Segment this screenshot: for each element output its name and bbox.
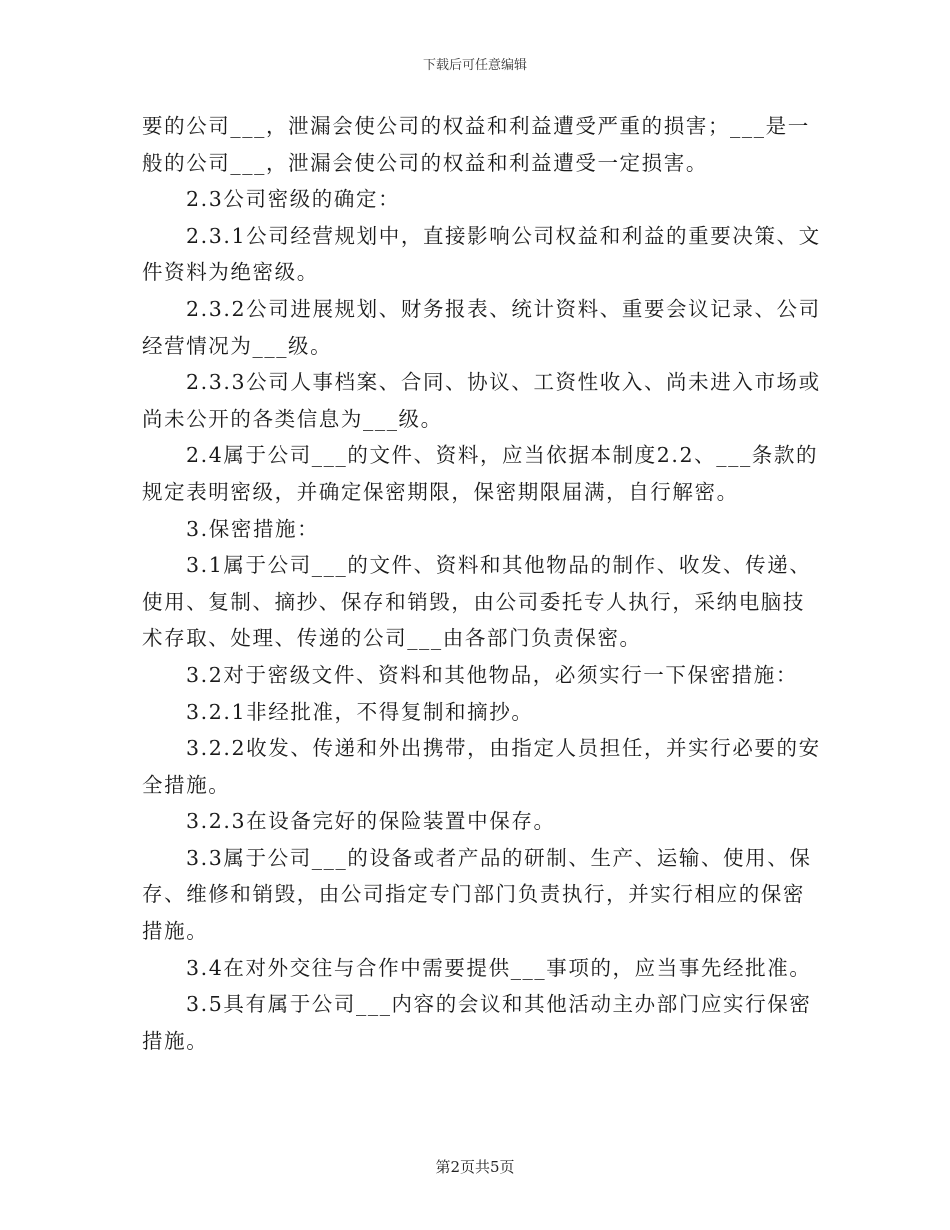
text-line: 措施。 [142, 1028, 209, 1053]
document-body [142, 108, 821, 1059]
text-line: 尚未公开的各类信息为___级。 [142, 406, 443, 431]
text-line: 使用、复制、摘抄、保存和销毁，由公司委托专人执行，采纳电脑技 [142, 589, 805, 614]
page-header: 下载后可任意编辑 [422, 58, 527, 73]
text-line: 3.2.2收发、传递和外出携带，由指定人员担任，并实行必要的安 [186, 736, 821, 761]
text-line: 3.保密措施： [186, 516, 320, 541]
text-line: 2.3公司密级的确定： [186, 187, 401, 212]
text-line: 全措施。 [142, 772, 231, 797]
text-line: 3.5具有属于公司___内容的会议和其他活动主办部门应实行保密 [186, 992, 812, 1017]
text-line: 存、维修和销毁，由公司指定专门部门负责执行，并实行相应的保密 [142, 882, 805, 907]
text-line: 3.2.3在设备完好的保险装置中保存。 [186, 809, 556, 834]
text-line: 2.3.2公司进展规划、财务报表、统计资料、重要会议记录、公司 [186, 296, 821, 321]
text-line: 经营情况为___级。 [142, 333, 333, 358]
text-line: 3.1属于公司___的文件、资料和其他物品的制作、收发、传递、 [186, 553, 812, 578]
text-line: 术存取、处理、传递的公司___由各部门负责保密。 [142, 626, 642, 651]
text-line: 要的公司___，泄漏会使公司的权益和利益遭受严重的损害；___是一 [142, 114, 810, 138]
text-line: 2.3.3公司人事档案、合同、协议、工资性收入、尚未进入市场或 [186, 370, 821, 395]
text-line: 般的公司___，泄漏会使公司的权益和利益遭受一定损害。 [142, 150, 708, 175]
page-footer: 第2页共5页 [435, 1158, 515, 1176]
text-line: 3.2.1非经批准，不得复制和摘抄。 [186, 699, 534, 724]
text-line: 件资料为绝密级。 [142, 260, 319, 285]
text-line: 3.3属于公司___的设备或者产品的研制、生产、运输、使用、保 [186, 845, 812, 870]
text-line: 2.3.1公司经营规划中，直接影响公司权益和利益的重要决策、文 [186, 223, 821, 248]
text-line: 3.4在对外交往与合作中需要提供___事项的，应当事先经批准。 [186, 955, 812, 980]
text-line: 措施。 [142, 919, 209, 944]
text-line: 2.4属于公司___的文件、资料，应当依据本制度2.2、___条款的 [186, 443, 819, 468]
text-line: 3.2对于密级文件、资料和其他物品，必须实行一下保密措施： [186, 662, 798, 687]
text-line: 规定表明密级，并确定保密期限，保密期限届满，自行解密。 [142, 479, 739, 504]
